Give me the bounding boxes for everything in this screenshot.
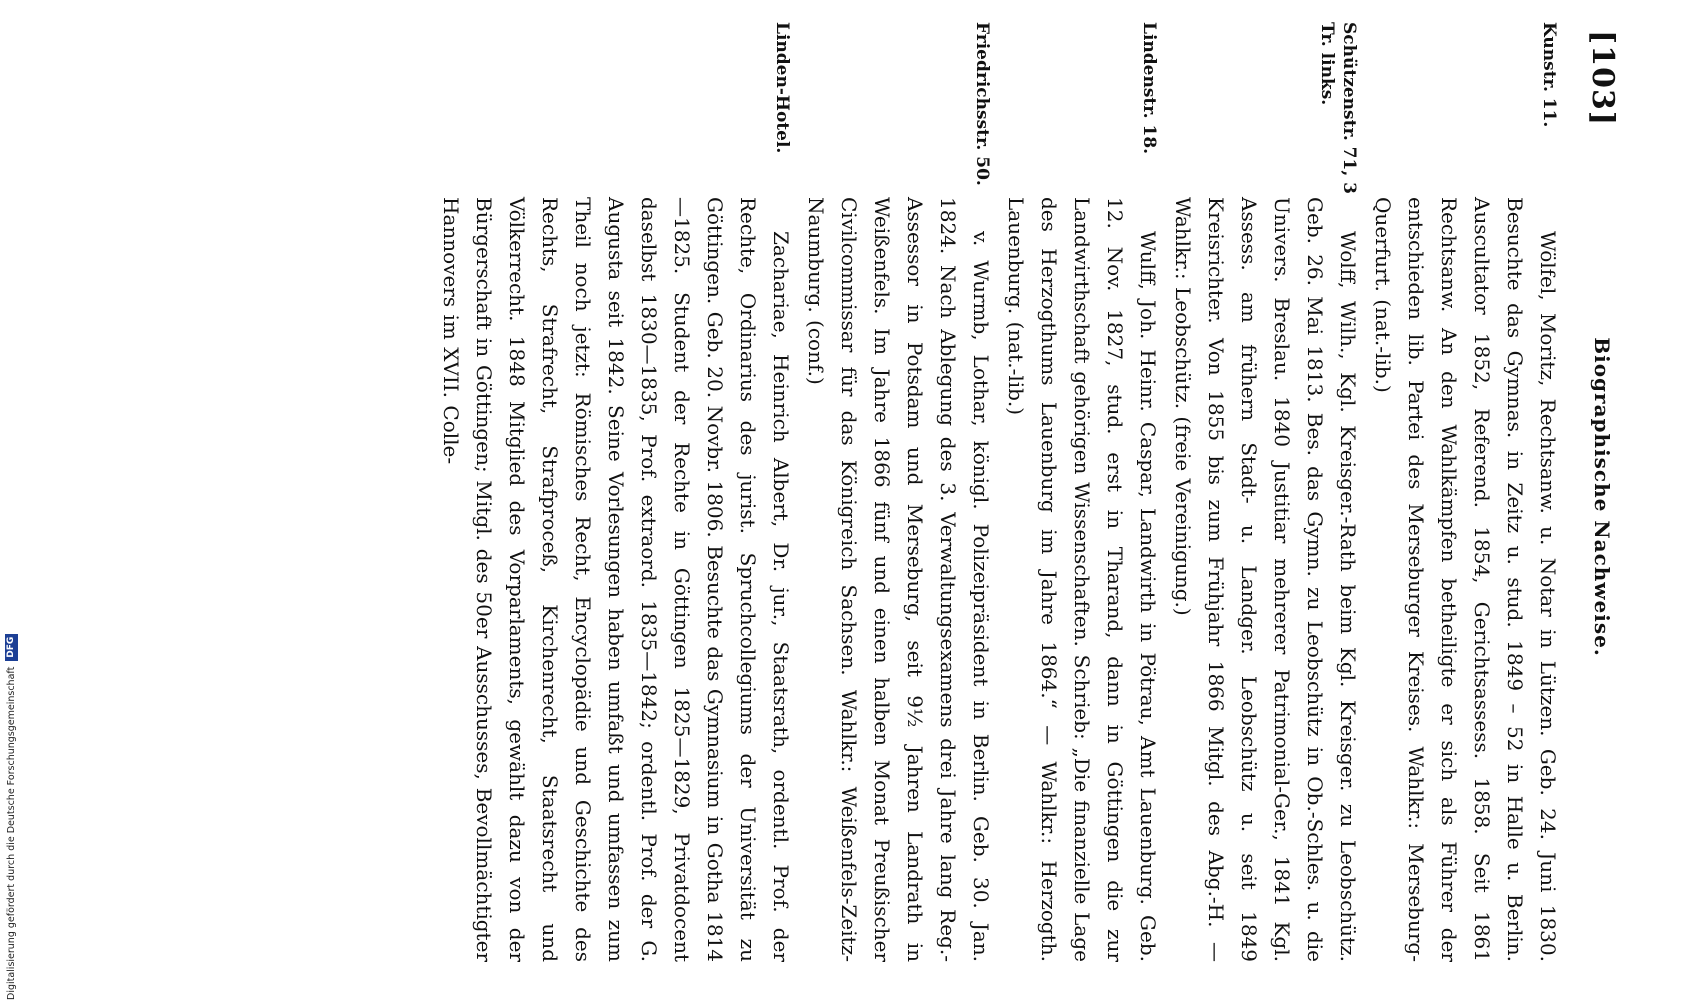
page-number: [103] [1585, 30, 1620, 127]
credit-text: Digitalisierung gefördert durch die Deutsche Forschungsgemeinschaft [5, 666, 17, 1000]
entry-text [434, 197, 797, 972]
biography-entry [999, 22, 1164, 972]
running-title: Biographische Nachweise. [1590, 337, 1614, 657]
page-content [200, 22, 1620, 972]
digitization-credit [4, 610, 18, 1000]
entry-body: Zachariae, Heinrich Albert, Dr. jur., Staatsrath, ordentl. Prof. der Rechte, Ordinarius des jurist. Spruchcollegiums der Universität zu Göttingen. Geb. 20. Novbr. 1806. Besuchte das Gymnasium in Gotha 1814—1825. Student der Rechte in Göttingen 1825—1829, Privatdocent daselbst 1830—1835, Prof. extraord. 1835—1842; ordentl. Prof. der G. Augusta seit 1842. Seine Vorlesungen haben umfaßt und umfassen zum Theil noch jetzt: Römisches Recht, Encyclopädie und Geschichte des Rechts, Strafrecht, Strafproceß, Kirchenrecht, Staatsrecht und Völkerrecht. 1848 Mitglied des Vorparlaments, gewählt dazu von der Bürgerschaft in Göttingen; Mitgl. des 50er Ausschusses, Bevollmächtigter Hannovers im XVII. Colle- [439, 197, 793, 962]
entry-text [799, 197, 997, 972]
biography-entry [434, 22, 797, 972]
biography-entry [799, 22, 997, 972]
dfg-logo: DFG [5, 634, 18, 661]
entry-body: Wölfel, Moritz, Rechtsanw. u. Notar in Lützen. Geb. 24. Juni 1830. Besuchte das Gymnas. in Zeitz u. stud. 1849 – 52 in Halle u. Berlin. Auscultator 1852, Referend. 1854, Gerichtsassess. 1858. Seit 1861 Rechtsanw. An den Wahlkämpfen betheiligte er sich als Führer der entschieden lib. Partei des Merseburger Kreises. Wahlkr.: Merseburg-Querfurt. (nat.-lib.) [1371, 197, 1560, 962]
entry-body: Wolff, Wilh., Kgl. Kreisger.-Rath beim Kgl. Kreisger. zu Leobschütz. Geb. 26. Mai 1813. Bes. das Gymn. zu Leobschütz in Ob.-Schles. u. die Univers. Breslau. 1840 Justitiar mehrerer Patrimonial-Ger., 1841 Kgl. Assess. am frühern Stadt- u. Landger. Leobschütz u. seit 1849 Kreisrichter. Von 1855 bis zum Frühjahr 1866 Mitgl. des Abg.-H. — Wahlkr.: Leobschütz. (freie Vereinigung.) [1171, 197, 1360, 962]
entry-text [999, 197, 1164, 972]
entry-text [1366, 197, 1564, 972]
entry-address: Friedrichsstr. 50. [972, 22, 992, 186]
entry-text [1166, 197, 1364, 972]
biography-entry [1366, 22, 1564, 972]
entry-address: Kunstr. 11. [1539, 22, 1559, 128]
biography-entry [1166, 22, 1364, 972]
page-header [1564, 22, 1620, 972]
entry-address: Lindenstr. 18. [1139, 22, 1159, 155]
entry-body: Wulff, Joh. Heinr. Caspar, Landwirth in Pötrau, Amt Lauenburg. Geb. 12. Nov. 1827, stud. erst in Tharand, dann in Göttingen die zur Landwirthschaft gehörigen Wissenschaften. Schrieb: „Die finanzielle Lage des Herzogthums Lauenburg im Jahre 1864.“ — Wahlkr.: Herzogth. Lauenburg. (nat.-lib.) [1004, 197, 1160, 962]
entry-address: Schützenstr. 71, 3 Tr. links. [1317, 22, 1359, 195]
entry-address: Linden-Hotel. [772, 22, 792, 154]
entry-body: v. Wurmb, Lothar, königl. Polizeipräsident in Berlin. Geb. 30. Jan. 1824. Nach Ablegung des 3. Verwaltungsexamens drei Jahre lang Reg.-Assessor in Potsdam und Merseburg, seit 9½ Jahren Landrath in Weißenfels. Im Jahre 1866 fünf und einen halben Monat Preußischer Civilcommissar für das Königreich Sachsen. Wahlkr.: Weißenfels-Zeitz-Naumburg. (conf.) [804, 197, 993, 962]
